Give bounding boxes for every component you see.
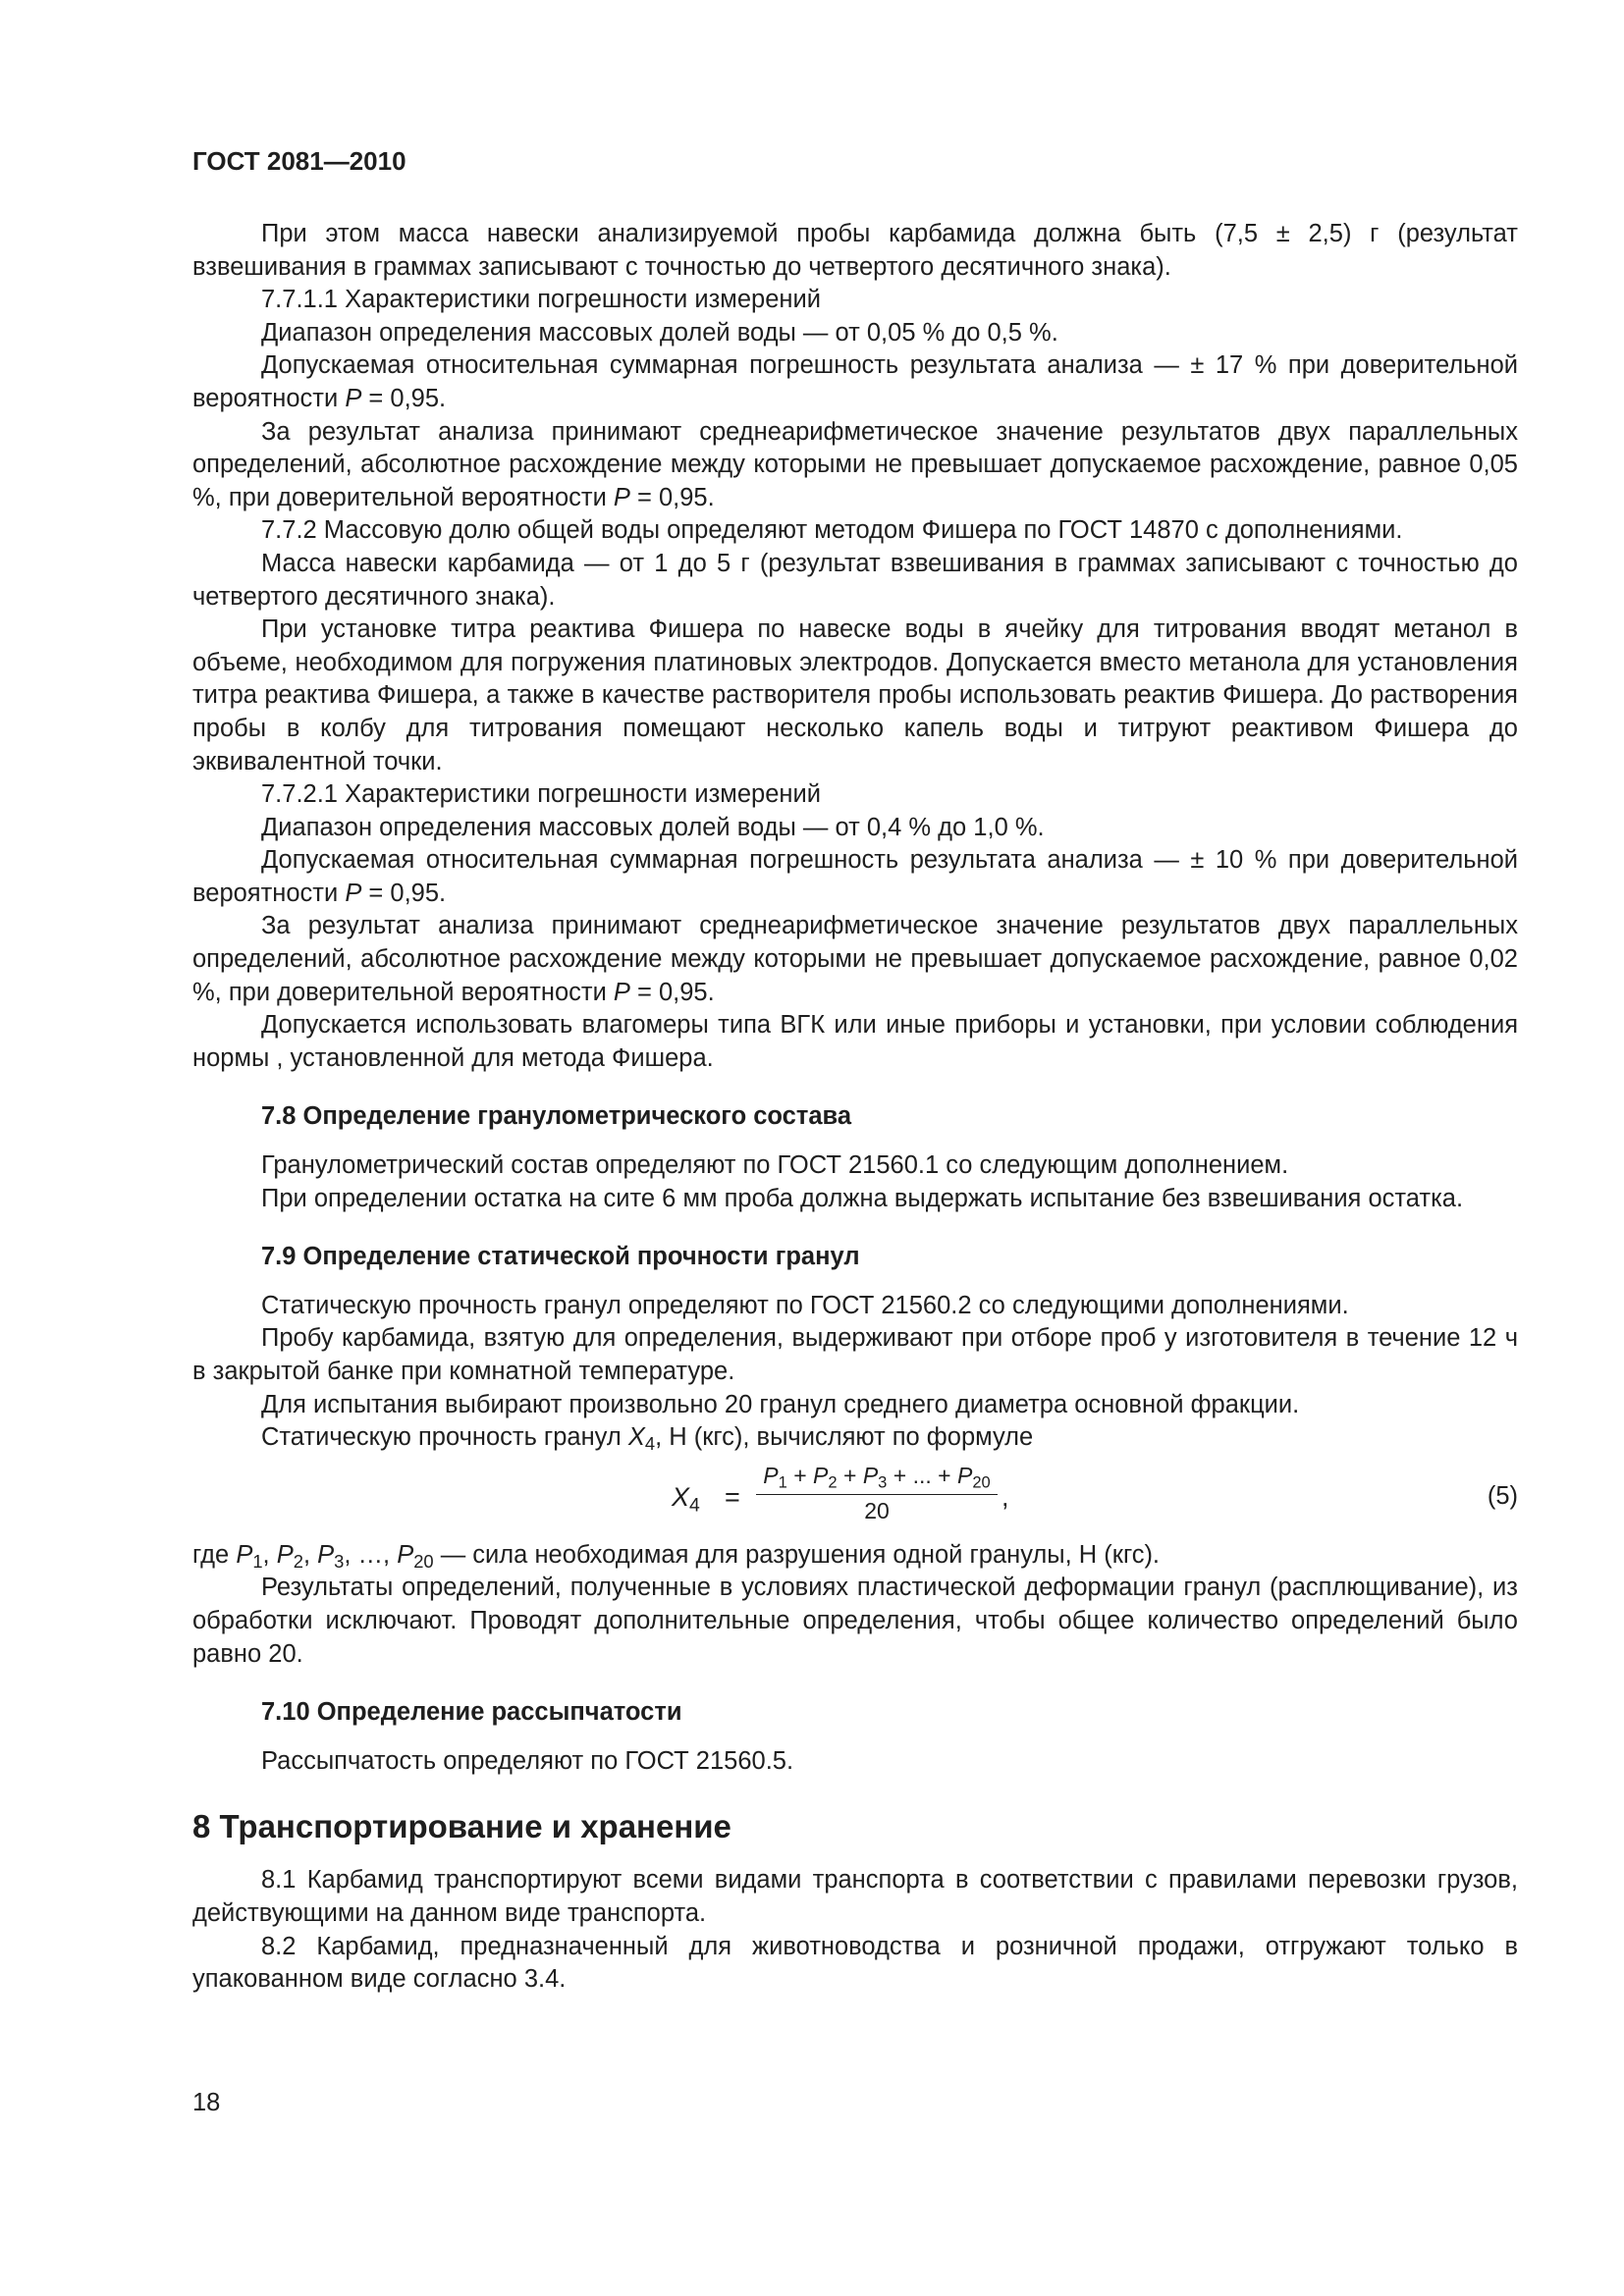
formula-term-sub-3: 20	[972, 1472, 991, 1492]
where-var-sub-0: 1	[252, 1550, 263, 1572]
formula-numerator	[756, 1461, 998, 1495]
paragraph-error-1: Допускаемая относительная суммарная погрешность результата анализа — ± 17 % при доверительной вероятности P = 0,95.	[192, 351, 1518, 412]
section-7-8-heading: 7.8 Определение гранулометрического состава	[261, 1102, 852, 1131]
where-var-sub-2: 3	[334, 1550, 345, 1572]
where-prefix: где	[192, 1540, 237, 1569]
paragraph-8-2: 8.2 Карбамид, предназначенный для животноводства и розничной продажи, отгружают только в упакованном виде согласно 3.4.	[192, 1932, 1518, 1994]
formula-term-2: P	[862, 1462, 879, 1488]
paragraph-7-9-5: Результаты определений, полученные в условиях пластической деформации гранул (расплющивание), из обработки исключают. Проводят дополнительные определения, чтобы общее количество определений было равно 20.	[192, 1574, 1518, 1668]
paragraph-range-1: Диапазон определения массовых долей воды — от 0,05 % до 0,5 %.	[261, 318, 1058, 347]
formula-5	[192, 1461, 1518, 1533]
document-header: ГОСТ 2081—2010	[192, 146, 406, 176]
where-var-sub-1: 2	[293, 1550, 303, 1572]
formula-operator-1: +	[837, 1462, 863, 1488]
paragraph-result-1: За результат анализа принимают среднеарифметическое значение результатов двух параллельных определений, абсолютное расхождение между которыми не превышает допускаемое расхождение, равное 0,05 %, при доверительной вероятности P = 0,95.	[192, 417, 1518, 511]
formula-term-sub-2: 3	[878, 1472, 888, 1492]
formula-term-0: P	[763, 1462, 779, 1488]
page-number: 18	[192, 2089, 221, 2116]
paragraph-moisture-meters: Допускается использовать влагомеры типа ВГК или иные приборы и установки, при условии соблюдения нормы , установленной для метода Фишера.	[192, 1011, 1518, 1072]
section-7-9-heading: 7.9 Определение статической прочности гранул	[261, 1243, 860, 1271]
formula-lhs: $X_4$	[672, 1481, 700, 1517]
where-text: — сила необходимая для разрушения одной гранулы, Н (кгс).	[433, 1540, 1161, 1569]
paragraph-7-7-1-1: 7.7.1.1 Характеристики погрешности измерений	[261, 286, 821, 314]
where-sep-2: , …,	[344, 1540, 398, 1569]
where-sep-0: ,	[262, 1540, 277, 1569]
paragraph-7-9-4: Статическую прочность гранул $X_4$, Н (кгс), вычисляют по формуле	[261, 1423, 1034, 1455]
paragraph-7-10-1: Рассыпчатость определяют по ГОСТ 21560.5.	[261, 1746, 794, 1775]
paragraph-7-9-3: Для испытания выбирают произвольно 20 гранул среднего диаметра основной фракции.	[261, 1390, 1300, 1418]
paragraph-7-7-2-1: 7.7.2.1 Характеристики погрешности измерений	[261, 780, 821, 809]
paragraph-7-8-1: Гранулометрический состав определяют по ГОСТ 21560.1 со следующим дополнением.	[261, 1151, 1289, 1180]
paragraph-result-2: За результат анализа принимают среднеарифметическое значение результатов двух параллельных определений, абсолютное расхождение между которыми не превышает допускаемое расхождение, равное 0,02 %, при доверительной вероятности P = 0,95.	[192, 912, 1518, 1006]
formula-operator-0: +	[786, 1462, 814, 1488]
paragraph-error-2: Допускаемая относительная суммарная погрешность результата анализа — ± 10 % при доверительной вероятности P = 0,95.	[192, 846, 1518, 907]
where-sep-1: ,	[302, 1540, 318, 1569]
formula-fraction	[756, 1461, 998, 1526]
paragraph-7-9-1: Статическую прочность гранул определяют по ГОСТ 21560.2 со следующими дополнениями.	[261, 1291, 1349, 1319]
where-var-sub-3: 20	[413, 1550, 434, 1572]
paragraph-sample-mass-2: Масса навески карбамида — от 1 до 5 г (результат взвешивания в граммах записывают с точностью до четвертого десятичного знака).	[192, 549, 1518, 611]
where-var-2: P	[317, 1540, 335, 1569]
formula-term-1: P	[813, 1462, 829, 1488]
formula-equals: =	[725, 1481, 740, 1512]
chapter-8-heading: 8 Транспортирование и хранение	[192, 1808, 731, 1845]
formula-comma: ,	[1001, 1481, 1009, 1512]
where-var-1: P	[276, 1540, 294, 1569]
paragraph-where	[192, 1539, 1518, 1573]
where-var-3: P	[397, 1540, 414, 1569]
paragraph-range-2: Диапазон определения массовых долей воды — от 0,4 % до 1,0 %.	[261, 813, 1045, 841]
formula-denominator: 20	[864, 1497, 890, 1523]
paragraph-fischer-titration: При установке титра реактива Фишера по навеске воды в ячейку для титрования вводят метанол в объеме, необходимом для погружения платиновых электродов. Допускается вместо метанола для установления титра реактива Фишера, а также в качестве растворителя пробы использовать реактив Фишера. До растворения пробы в колбу для титрования помещают несколько капель воды и титруют реактивом Фишера до эквивалентной точки.	[192, 615, 1518, 775]
where-var-0: P	[236, 1540, 253, 1569]
document-page	[192, 145, 1518, 1997]
paragraph-7-7-2: 7.7.2 Массовую долю общей воды определяют методом Фишера по ГОСТ 14870 с дополнениями.	[261, 516, 1403, 545]
section-7-10-heading: 7.10 Определение рассыпчатости	[261, 1698, 682, 1727]
paragraph-sample-mass: При этом масса навески анализируемой пробы карбамида должна быть (7,5 ± 2,5) г (результат взвешивания в граммах записывают с точностью до четвертого десятичного знака).	[192, 220, 1518, 281]
formula-term-3: P	[956, 1462, 973, 1488]
paragraph-8-1: 8.1 Карбамид транспортируют всеми видами транспорта в соответствии с правилами перевозки грузов, действующими на данном виде транспорта.	[192, 1866, 1518, 1927]
formula-operator-2: + ... +	[887, 1462, 957, 1488]
paragraph-7-8-2: При определении остатка на сите 6 мм проба должна выдержать испытание без взвешивания остатка.	[261, 1184, 1464, 1212]
formula-term-sub-0: 1	[778, 1472, 787, 1492]
formula-term-sub-1: 2	[828, 1472, 838, 1492]
formula-number: (5)	[1487, 1481, 1518, 1510]
paragraph-7-9-2: Пробу карбамида, взятую для определения, выдерживают при отборе проб у изготовителя в течение 12 ч в закрытой банке при комнатной температуре.	[192, 1324, 1518, 1385]
